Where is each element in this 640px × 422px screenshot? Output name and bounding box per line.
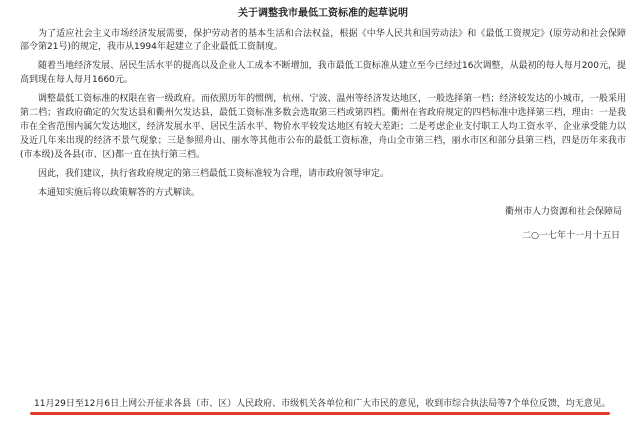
document-date: 二○一七年十一月十五日 [522,230,620,241]
paragraph-3: 调整最低工资标准的权限在省一级政府。而依照历年的惯例，杭州、宁波、温州等经济发达地区，一般选择第一档；经济较发达的小城市，一般采用第二档；省政府确定的欠发达县和衢州欠发达县，最低工资标准多数会选取第三档或第四档。衢州在省政府规定的四档标准中选择第三档，理由：一是我市在全省范围内属欠发达地区，经济发展水平、居民生活水平、物价水平较发达地区有较大差距；二是考虑企业支付职工人均工资水平、企业承受能力以及近几年来出现的经济不景气现象；三是参照舟山、丽水等其他市公布的最低工资标准，舟山全市第三档，丽水市区和部分县第三档，四是历年来我市(市本级)及各县(市、区)都一直在执行第三档。 [20,94,626,160]
paragraph-1: 为了适应社会主义市场经济发展需要，保护劳动者的基本生活和合法权益，根据《中华人民共和国劳动法》和《最低工资规定》(原劳动和社会保障部令第21号)的规定，我市从1994年起建立了企业最低工资制度。 [20,28,626,53]
paragraph-4: 因此，我们建议，执行省政府规定的第三档最低工资标准较为合理，请市政府领导审定。 [38,168,390,179]
feedback-note: 11月29日至12月6日上网公开征求各县（市、区）人民政府、市级机关各单位和广大市民的意见，收到市综合执法局等7个单位反馈，均无意见。 [34,399,611,409]
red-underline [30,412,610,415]
paragraph-5: 本通知实施后将以政策解答的方式解读。 [38,187,201,198]
signature: 衢州市人力资源和社会保障局 [504,206,622,217]
document-title: 关于调整我市最低工资标准的起草说明 [238,8,408,19]
paragraph-2: 随着当地经济发展、居民生活水平的提高以及企业人工成本不断增加，我市最低工资标准从建立至今已经过16次调整，从最初的每人每月200元，提高到现在每人每月1660元。 [20,61,626,86]
